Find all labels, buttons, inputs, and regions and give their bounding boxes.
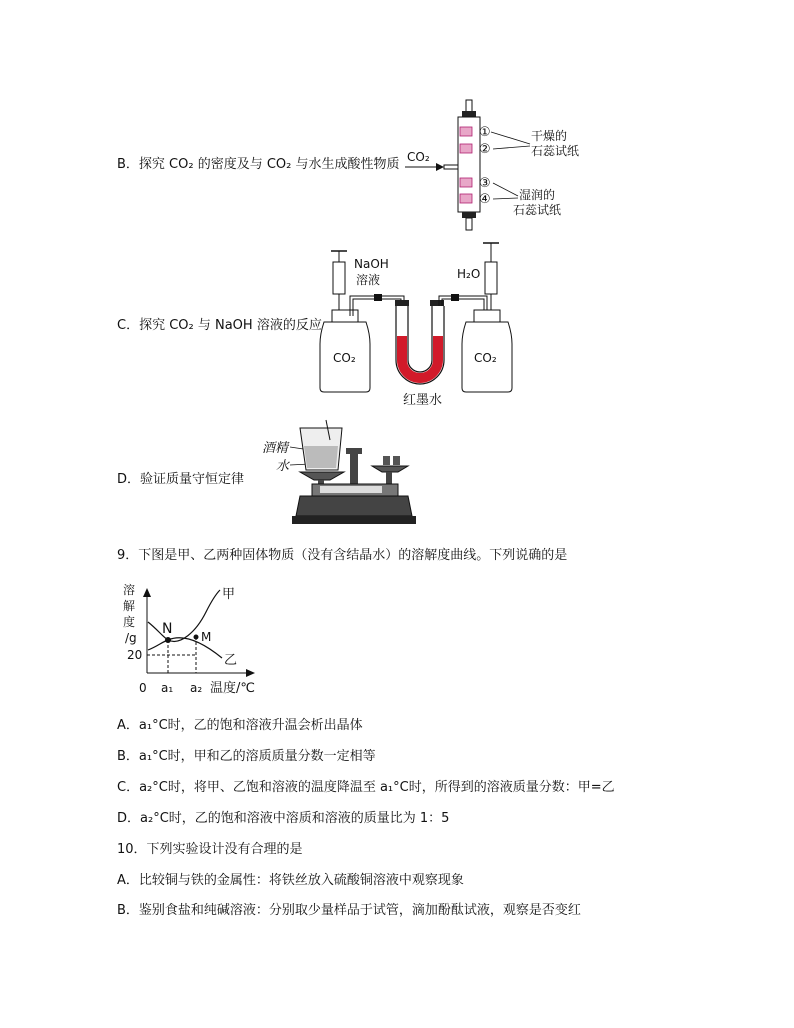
q10-stem: 10．下列实验设计没有合理的是 [117, 842, 303, 857]
water-label-d: 水 [276, 459, 290, 474]
left-bottle-co2: CO₂ [333, 351, 356, 365]
right-bottle-co2: CO₂ [474, 351, 497, 365]
q9-option-d: D．a₂°C时，乙的饱和溶液中溶质和溶液的质量比为 1：5 [117, 811, 450, 826]
y-label-2: 解 [123, 599, 136, 613]
red-ink-label: 红墨水 [403, 393, 443, 408]
point-n [165, 637, 171, 643]
co2-gas-label: CO₂ [407, 150, 430, 164]
option-b-text: B．探究 CO₂ 的密度及与 CO₂ 与水生成酸性物质 [117, 157, 400, 172]
q10-option-a: A．比较铜与铁的金属性：将铁丝放入硫酸铜溶液中观察现象 [117, 873, 464, 888]
marker-2: ② [479, 142, 491, 157]
point-n-label: N [162, 621, 173, 637]
alcohol-label: 酒精 [262, 441, 289, 456]
marker-4: ④ [479, 192, 491, 207]
marker-3: ③ [479, 176, 491, 191]
naoh-label-1: NaOH [354, 257, 389, 271]
marker-1: ① [479, 125, 491, 140]
point-m [194, 635, 199, 640]
option-d-text: D．验证质量守恒定律 [117, 472, 245, 487]
water-label: H₂O [457, 267, 481, 281]
y-label-3: 度 [123, 615, 136, 629]
x-origin: 0 [139, 681, 147, 695]
wet-label-1: 湿润的 [519, 188, 556, 202]
y-label-1: 溶 [123, 583, 136, 597]
y-tick-20: 20 [127, 648, 143, 662]
y-label-4: /g [125, 631, 137, 645]
q9-option-c: C．a₂°C时，将甲、乙饱和溶液的温度降温至 a₁°C时，所得到的溶液质量分数：甲=乙 [117, 780, 615, 795]
option-c-text: C．探究 CO₂ 与 NaOH 溶液的反应 [117, 318, 322, 333]
curve-yi-label: 乙 [224, 653, 238, 668]
naoh-label-2: 溶液 [356, 273, 381, 287]
dry-label-2: 石蕊试纸 [531, 144, 580, 158]
wet-label-2: 石蕊试纸 [513, 203, 562, 217]
point-m-label: M [201, 630, 212, 644]
q9-option-a: A．a₁°C时，乙的饱和溶液升温会析出晶体 [117, 718, 363, 733]
curve-jia-label: 甲 [222, 587, 236, 602]
q10-option-b: B．鉴别食盐和纯碱溶液：分别取少量样品于试管，滴加酚酞试液，观察是否变红 [117, 903, 581, 918]
q9-stem: 9．下图是甲、乙两种固体物质（没有含结晶水）的溶解度曲线。下列说确的是 [117, 548, 568, 563]
x-tick-a1: a₁ [161, 681, 174, 695]
x-tick-a2: a₂ [190, 681, 203, 695]
dry-label-1: 干燥的 [531, 129, 568, 143]
x-label: 温度/℃ [210, 681, 255, 696]
q9-option-b: B．a₁°C时，甲和乙的溶质质量分数一定相等 [117, 749, 376, 764]
